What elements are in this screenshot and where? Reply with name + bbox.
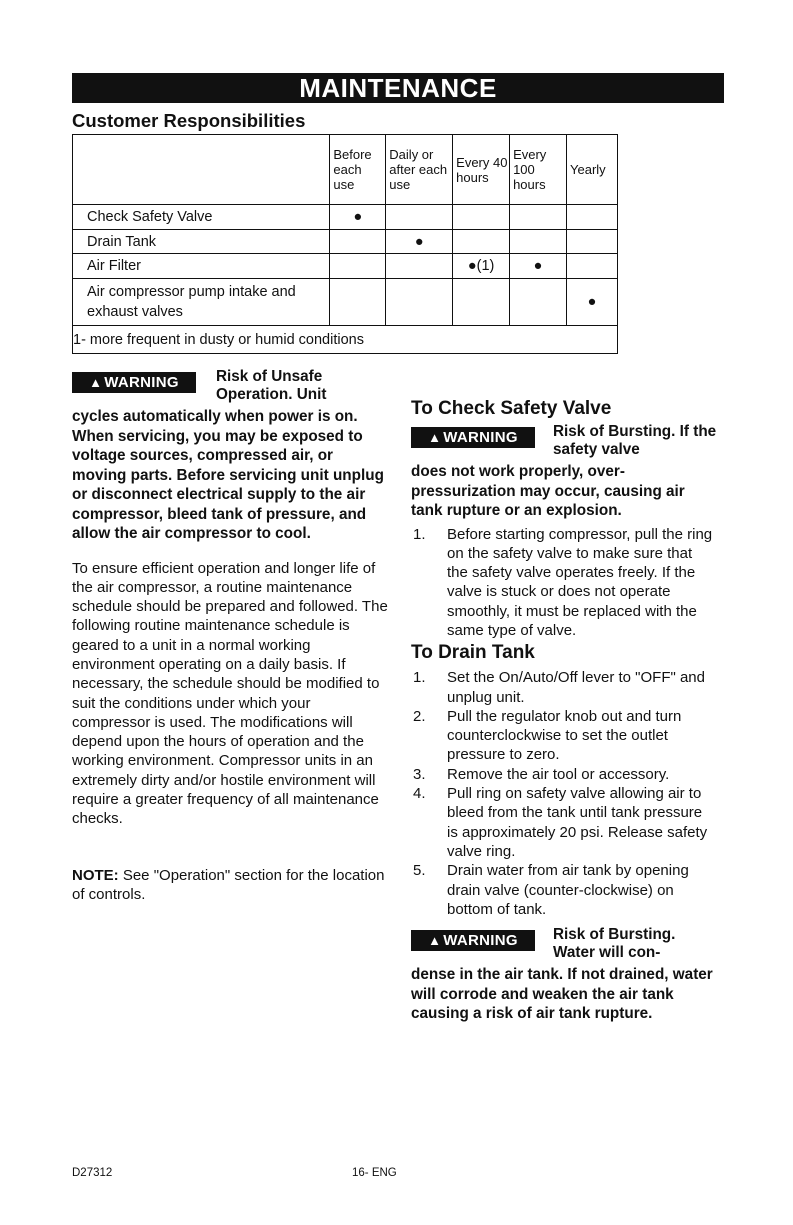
page-number: 16- ENG (352, 1167, 397, 1179)
mark-cell: ● (330, 205, 386, 230)
safety-valve-heading: To Check Safety Valve (411, 398, 612, 419)
unsafe-warning-title: Risk of Unsafe Operation. Unit (216, 368, 327, 403)
warning-triangle-icon: ▲ (428, 933, 442, 949)
table-row (73, 230, 618, 254)
list-item: 1. Set the On/Auto/Off lever to "OFF" and unplug unit. (413, 669, 705, 706)
col-header: Daily or after each use (386, 135, 453, 205)
mark-cell (510, 205, 567, 230)
left-column (72, 368, 390, 904)
mark-cell (453, 205, 510, 230)
list-item: 5. Drain water from air tank by opening drain valve (counter-clockwise) on bottom of tank. (413, 862, 689, 918)
maintenance-intro-paragraph: To ensure efficient operation and longer life of the air compressor, a routine maintenance schedule should be prepared and followed. The following routine maintenance schedule is geared to a unit in a normal working environment operating on a daily basis. If necessary, the schedule should be modified to suit the conditions under which your compressor is used. The modifications will depend upon the hours of operation and the working environment. Compressor units in an extremely dirty and/or hostile environment will require a greater frequency of all maintenance checks. (72, 559, 388, 828)
mark-cell: ●(1) (453, 254, 510, 279)
mark-cell (330, 254, 386, 279)
customer-responsibilities-heading: Customer Responsibilities (72, 110, 306, 131)
right-column (411, 398, 717, 1024)
mark-cell: ● (510, 254, 567, 279)
drain-tank-heading: To Drain Tank (411, 642, 535, 664)
table-row (73, 279, 618, 326)
list-item: 1. Before starting compressor, pull the ring on the safety valve to make sure that the safety valve operates freely. If the valve is stuck or does not operate smoothly, it must be replaced with the same type of valve. (413, 525, 713, 639)
warning-label: WARNING (104, 374, 179, 391)
water-warning-body: dense in the air tank. If not drained, water will corrode and weaken the air tank causing a risk of air tank rupture. (411, 966, 713, 1023)
list-item: 4. Pull ring on safety valve allowing air to bleed from the tank until tank pressure is approximately 20 psi. Release safety valve ring. (413, 785, 708, 860)
bursting-warning-body: does not work properly, over-pressurization may occur, causing air tank rupture or an explosion. (411, 463, 685, 519)
section-banner: MAINTENANCE (72, 73, 724, 103)
task-cell: Check Safety Valve (73, 205, 330, 230)
table-footnote-row (73, 326, 618, 354)
document-code: D27312 (72, 1167, 113, 1179)
col-header: Before each use (330, 135, 386, 205)
mark-cell (386, 279, 453, 326)
mark-cell: ● (386, 230, 453, 254)
table-row (73, 254, 618, 279)
drain-tank-steps (411, 668, 717, 919)
table-header-row (73, 135, 618, 205)
mark-cell (510, 230, 567, 254)
mark-cell (453, 279, 510, 326)
col-header: Every 100 hours (510, 135, 567, 205)
task-cell: Drain Tank (73, 230, 330, 254)
mark-cell (567, 254, 618, 279)
unsafe-warning-body: cycles automatically when power is on. When servicing, you may be exposed to voltage sources, compressed air, or moving parts. Before servicing unit unplug or disconnect electrical supply to the air compressor, bleed tank of pressure, and allow the air compressor to cool. (72, 408, 384, 542)
safety-valve-steps (411, 525, 717, 641)
mark-cell (567, 205, 618, 230)
warning-badge (72, 372, 196, 393)
warning-badge (411, 930, 535, 951)
list-item: 2. Pull the regulator knob out and turn counterclockwise to set the outlet pressure to zero. (413, 707, 682, 764)
mark-cell (386, 254, 453, 279)
bursting-warning-title: Risk of Bursting. If the safety valve (553, 423, 717, 458)
warning-label: WARNING (443, 932, 518, 950)
warning-badge (411, 427, 535, 448)
list-item: 3. Remove the air tool or accessory. (413, 765, 670, 783)
table-row (73, 205, 618, 230)
mark-cell (567, 230, 618, 254)
note-label: NOTE: (72, 866, 119, 884)
table-footnote: 1- more frequent in dusty or humid conditions (73, 326, 618, 354)
operation-note (72, 866, 390, 905)
col-header: Every 40 hours (453, 135, 510, 205)
water-warning-title: Risk of Bursting. Water will con- (553, 926, 676, 962)
warning-label: WARNING (443, 429, 518, 446)
mark-cell (453, 230, 510, 254)
maintenance-schedule-table (72, 134, 618, 354)
col-header: Yearly (567, 135, 618, 205)
mark-cell (330, 279, 386, 326)
task-cell: Air compressor pump intake and exhaust valves (73, 279, 330, 326)
mark-cell (386, 205, 453, 230)
warning-triangle-icon: ▲ (428, 430, 442, 445)
water-warning-head (411, 926, 717, 967)
note-text: See "Operation" section for the location of controls. (72, 866, 385, 903)
mark-cell (330, 230, 386, 254)
header-empty-cell (73, 135, 330, 205)
mark-cell (510, 279, 567, 326)
task-cell: Air Filter (73, 254, 330, 279)
bursting-warning-head (411, 423, 717, 464)
warning-triangle-icon: ▲ (89, 375, 103, 390)
unsafe-warning-head (72, 368, 390, 409)
mark-cell: ● (567, 279, 618, 326)
